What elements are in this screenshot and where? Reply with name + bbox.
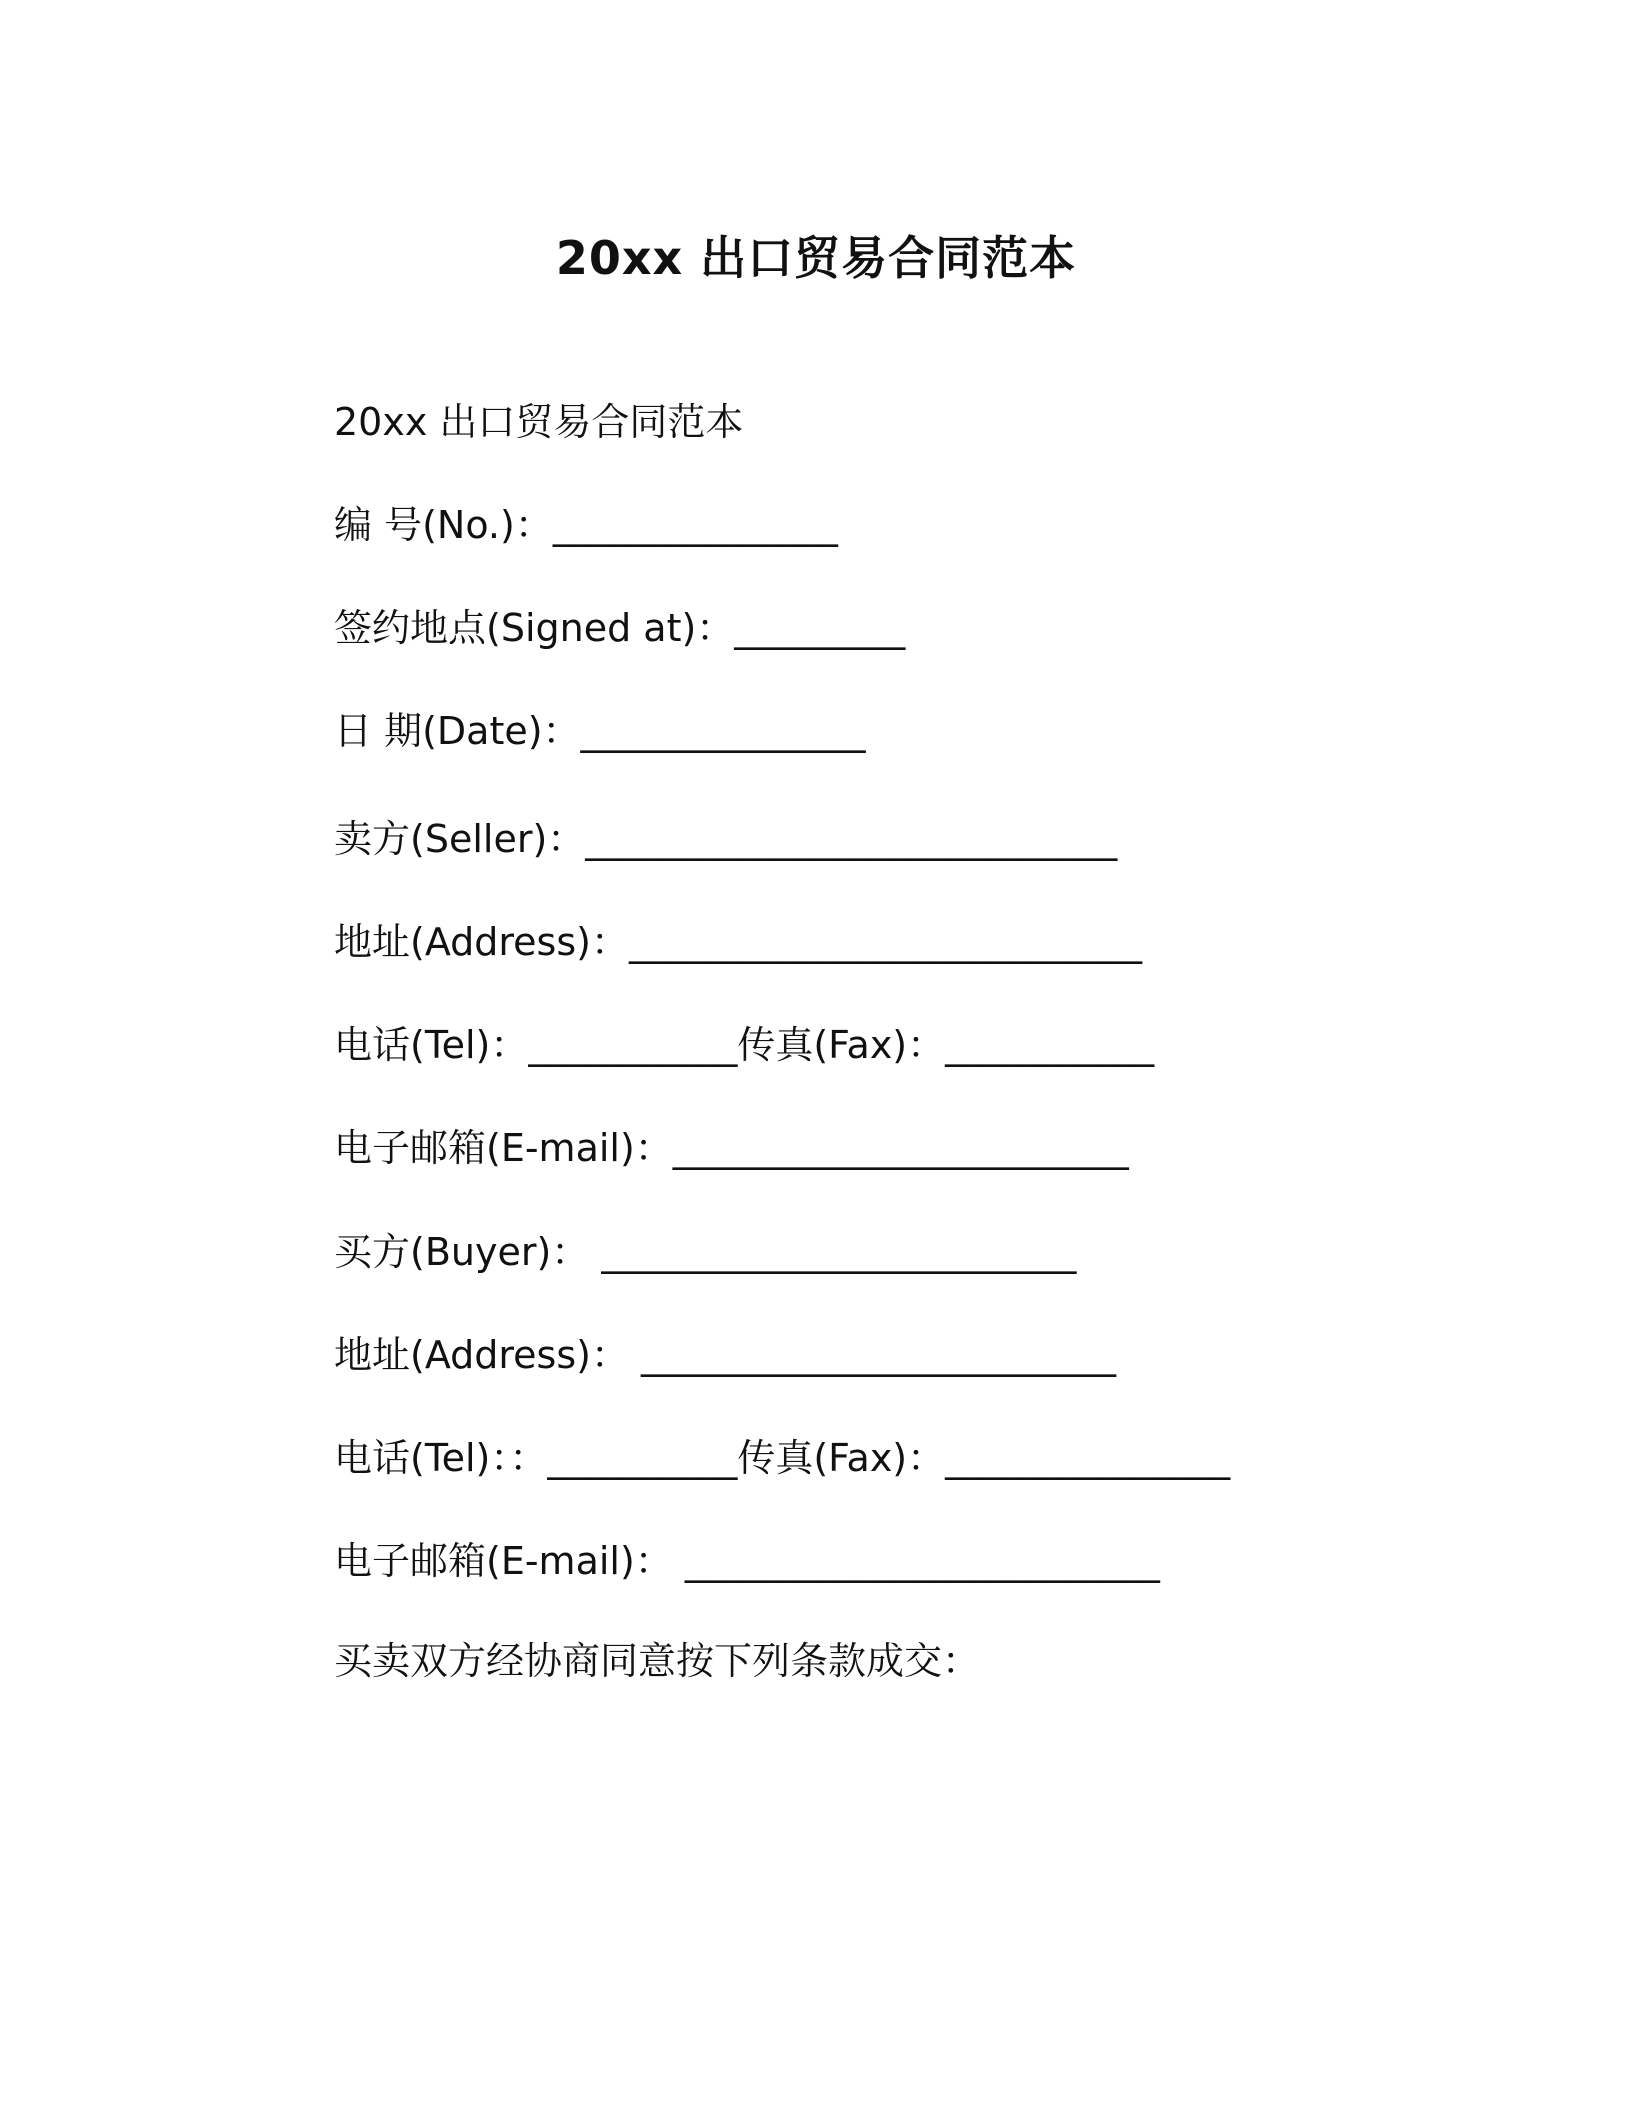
field-signed-at: 签约地点(Signed at)：_________ (334, 606, 906, 650)
field-number: 编 号(No.)：_______________ (334, 503, 838, 547)
field-buyer-address: 地址(Address)： _________________________ (334, 1333, 1117, 1377)
document-subtitle: 20xx 出口贸易合同范本 (334, 400, 744, 444)
field-buyer-tel-fax: 电话(Tel)：：__________传真(Fax)：_______________ (334, 1436, 1231, 1480)
field-seller-address: 地址(Address)：___________________________ (334, 920, 1142, 964)
field-buyer: 买方(Buyer)： _________________________ (334, 1230, 1077, 1274)
field-buyer-email: 电子邮箱(E-mail)： _________________________ (334, 1539, 1160, 1583)
field-seller-tel-fax: 电话(Tel)：___________传真(Fax)：___________ (334, 1023, 1155, 1067)
field-seller: 卖方(Seller)：____________________________ (334, 817, 1118, 861)
field-seller-email: 电子邮箱(E-mail)：________________________ (334, 1126, 1129, 1170)
closing-statement: 买卖双方经协商同意按下列条款成交： (334, 1639, 981, 1683)
document-title: 20xx 出口贸易合同范本 (555, 231, 1077, 285)
field-date: 日 期(Date)：_______________ (334, 709, 866, 753)
